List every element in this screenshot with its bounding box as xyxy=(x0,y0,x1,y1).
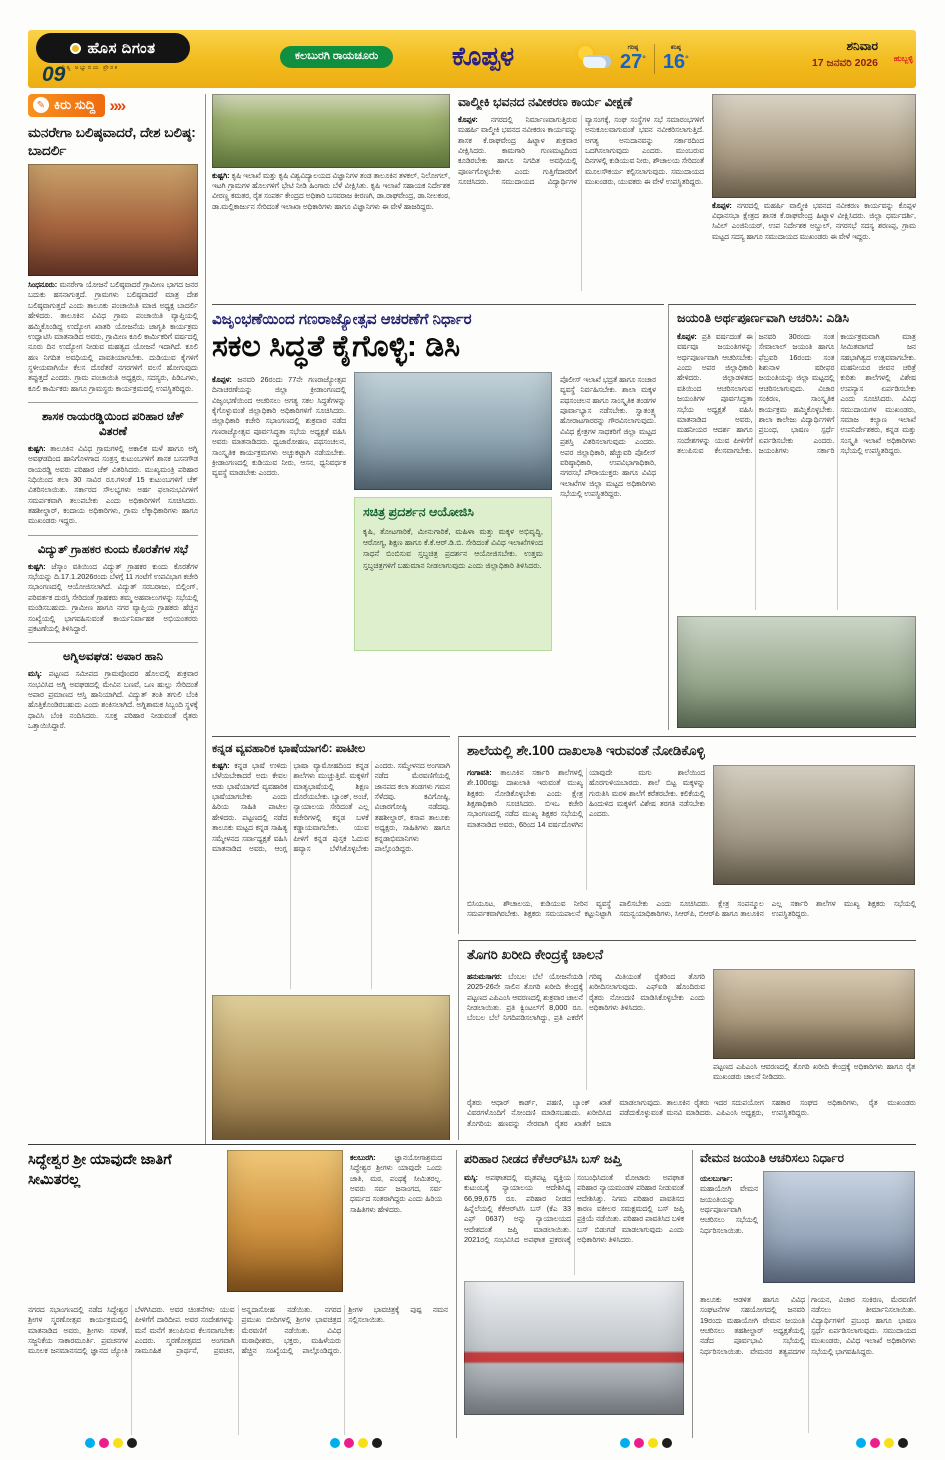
dateline: ಕುಷ್ಟಗಿ: xyxy=(212,761,230,770)
article-valmiki xyxy=(458,94,704,300)
photo-vemana-meeting xyxy=(763,1171,915,1283)
brief-body: ಸಿಂಧನೂರು: ಮನರೇಗಾ ಯೋಜನೆ ಬಲಿಷ್ಠವಾದರೆ ಗ್ರಾಮೀಣ ಭಾಗದ ಜನರ ಬದುಕು ಹಸನಾಗುತ್ತದೆ. ಗ್ರಾಮಗಳು ಬಲಿಷ್ಠವಾದರೆ ಮಾತ್ರ ದೇಶ ಬಲಿಷ್ಠವಾಗುತ್ತದೆ ಎಂದು ತಾಲೂಕು ಪಂಚಾಯಿತಿ ಮಾಜಿ ಅಧ್ಯಕ್ಷ ಬಾದರ್ಲಿ ಹೇಳಿದರು. ತಾಲೂಕಿನ ವಿವಿಧ ಗ್ರಾಮ ಪಂಚಾಯಿತಿ ವ್ಯಾಪ್ತಿಯಲ್ಲಿ ಹಮ್ಮಿಕೊಂಡಿದ್ದ ಉದ್ಯೋಗ ಖಾತರಿ ಯೋಜನೆಯ ಜಾಗೃತಿ ಕಾರ್ಯಕ್ರಮ ಉದ್ಘಾಟಿಸಿ ಮಾತನಾಡಿದ ಅವರು, ಗ್ರಾಮೀಣ ಕೂಲಿ ಕಾರ್ಮಿಕರಿಗೆ ವರ್ಷದಲ್ಲಿ ನೂರು ದಿನ ಉದ್ಯೋಗ ನೀಡುವ ಮಹತ್ವದ ಯೋಜನೆ ಇದಾಗಿದೆ. ಕೂಲಿ ಹಣ ನಿಗದಿತ ಅವಧಿಯಲ್ಲಿ ಪಾವತಿಯಾಗಬೇಕು. ದುಡಿಯುವ ಕೈಗಳಿಗೆ ಸ್ಥಳೀಯವಾಗಿಯೇ ಕೆಲಸ ದೊರೆತರೆ ನಗರಗಳಿಗೆ ವಲಸೆ ಹೋಗುವುದು ತಪ್ಪುತ್ತದೆ ಎಂದರು. ಗ್ರಾಮ ಪಂಚಾಯಿತಿ ಅಧ್ಯಕ್ಷರು, ಸದಸ್ಯರು, ಪಿಡಿಒಗಳು, ಕೂಲಿ ಕಾರ್ಮಿಕರು ಹಾಗೂ ಗ್ರಾಮಸ್ಥರು ಕಾರ್ಯಕ್ರಮದಲ್ಲಿ ಉಪಸ್ಥಿತರಿದ್ದರು. xyxy=(28,280,199,393)
dateline: ಸಿಂಧನೂರು: xyxy=(28,280,58,290)
brief-body: ಕುಷ್ಟಗಿ: ಜೆಸ್ಕಾಂ ವತಿಯಿಂದ ವಿದ್ಯುತ್ ಗ್ರಾಹಕರ ಕುಂದು ಕೊರತೆಗಳ ಸಭೆಯನ್ನು ದಿ.17.1.2026ರಂದು ಬೆಳಗ್ಗೆ 11 ಗಂಟೆಗೆ ಉಪವಿಭಾಗ ಕಚೇರಿ ಸಭಾಂಗಣದಲ್ಲಿ ಆಯೋಜಿಸಲಾಗಿದೆ. ವಿದ್ಯುತ್ ಸರಬರಾಜು, ಬಿಲ್ಲಿಂಗ್, ಪರಿವರ್ತಕ ದುರಸ್ತಿ ಸೇರಿದಂತೆ ಗ್ರಾಹಕರು ತಮ್ಮ ಅಹವಾಲುಗಳನ್ನು ಸಭೆಯಲ್ಲಿ ಮಂಡಿಸಬಹುದು. ಗ್ರಾಮೀಣ ಹಾಗೂ ನಗರ ವ್ಯಾಪ್ತಿಯ ಗ್ರಾಹಕರು ಹೆಚ್ಚಿನ ಸಂಖ್ಯೆಯಲ್ಲಿ ಭಾಗವಹಿಸುವಂತೆ ಕಾರ್ಯನಿರ್ವಾಹಕ ಅಭಿಯಂತರರು ಪ್ರಕಟಣೆಯಲ್ಲಿ ತಿಳಿಸಿದ್ದಾರೆ. xyxy=(28,561,198,633)
article-row xyxy=(28,1150,448,1298)
article-body: ಕೊಪ್ಪಳ: ಪ್ರತಿ ವರ್ಷದಂತೆ ಈ ವರ್ಷವೂ ಜಯಂತಿಗಳನ್ನು ಅರ್ಥಪೂರ್ಣವಾಗಿ ಆಚರಿಸಬೇಕು ಎಂದು ಅಪರ ಜಿಲ್ಲಾಧಿಕಾರಿ ಹೇಳಿದರು. ಜಿಲ್ಲಾಡಳಿತದ ವತಿಯಿಂದ ಆಚರಿಸಲಾಗುವ ಜಯಂತಿಗಳ ಪೂರ್ವಸಿದ್ಧತಾ ಸಭೆಯ ಅಧ್ಯಕ್ಷತೆ ವಹಿಸಿ ಮಾತನಾಡಿದ ಅವರು, ಮಹನೀಯರ ಆದರ್ಶ ಹಾಗೂ ಸಂದೇಶಗಳನ್ನು ಯುವ ಪೀಳಿಗೆಗೆ ತಲುಪಿಸುವ ಕೆಲಸವಾಗಬೇಕು. ಜನವರಿ 30ರಂದು ಸಂತ ಸೇವಾಲಾಲ್ ಜಯಂತಿ ಹಾಗೂ ಫೆಬ್ರವರಿ 16ರಂದು ಸಂತ ಶಿಶುನಾಳ ಷರೀಫರ ಜಯಂತಿಯನ್ನು ಜಿಲ್ಲಾ ಮಟ್ಟದಲ್ಲಿ ಆಚರಿಸಲಾಗುವುದು. ವಿಚಾರ ಸಂಕಿರಣ, ಸಾಂಸ್ಕೃತಿಕ ಕಾರ್ಯಕ್ರಮ ಹಮ್ಮಿಕೊಳ್ಳಬೇಕು. ಶಾಲಾ ಕಾಲೇಜು ವಿದ್ಯಾರ್ಥಿಗಳಿಗೆ ಪ್ರಬಂಧ, ಭಾಷಣ ಸ್ಪರ್ಧೆ ಏರ್ಪಡಿಸಬೇಕು ಎಂದರು. ಜಯಂತಿಗಳು ಸರ್ಕಾರಿ ಕಾರ್ಯಕ್ರಮವಾಗಿ ಮಾತ್ರ ಸೀಮಿತವಾಗದೆ ಜನ ಸಹಭಾಗಿತ್ವದ ಉತ್ಸವವಾಗಬೇಕು. ಮಹನೀಯರ ಜೀವನ ಚರಿತ್ರೆ ಕುರಿತು ಶಾಲೆಗಳಲ್ಲಿ ವಿಶೇಷ ಉಪನ್ಯಾಸ ಏರ್ಪಡಿಸಬೇಕು ಎಂದು ಸೂಚಿಸಿದರು. ವಿವಿಧ ಸಮುದಾಯಗಳ ಮುಖಂಡರು, ಸಮಾಜ ಕಲ್ಯಾಣ ಇಲಾಖೆ ಉಪನಿರ್ದೇಶಕರು, ಕನ್ನಡ ಮತ್ತು ಸಂಸ್ಕೃತಿ ಇಲಾಖೆ ಅಧಿಕಾರಿಗಳು ಸಭೆಯಲ್ಲಿ ಉಪಸ್ಥಿತರಿದ್ದರು. xyxy=(677,332,916,455)
photo-valmiki-inspection xyxy=(712,94,916,198)
print-center: ಹುಬ್ಬಳ್ಳಿ xyxy=(893,54,913,63)
briefs-badge xyxy=(28,94,105,117)
chevron-right-icon: »» xyxy=(109,95,125,115)
article-body-intro: ಯಲಬುರ್ಗಾ: ಮಹಾಯೋಗಿ ವೇಮನ ಜಯಂತಿಯನ್ನು ಅರ್ಥಪೂರ್ಣವಾಗಿ ಆಚರಿಸಲು ಸಭೆಯಲ್ಲಿ ನಿರ್ಧರಿಸಲಾಯಿತು. xyxy=(700,1174,758,1235)
edition-city-title: ಕೊಪ್ಪಳ xyxy=(452,41,515,71)
article-kicker: ವಿಜೃಂಭಣೆಯಿಂದ ಗಣರಾಜ್ಯೋತ್ಸವ ಆಚರಣೆಗೆ ನಿರ್ಧಾರ xyxy=(212,311,472,328)
registration-marks xyxy=(330,1438,382,1448)
sun-cloud-icon xyxy=(576,46,612,72)
photo-teachers-meeting xyxy=(713,765,915,885)
cyan-registration-dot xyxy=(85,1438,95,1448)
lead-headline: ಸಕಲ ಸಿದ್ಧತೆ ಕೈಗೊಳ್ಳಿ: ಡಿಸಿ xyxy=(212,330,461,363)
dateline: ಕುಷ್ಟಗಿ: xyxy=(28,443,46,453)
photo-dc-meeting xyxy=(354,372,552,490)
photo-adc-meeting xyxy=(677,616,916,728)
article-headline: ಪರಿಹಾರ ನೀಡದ ಕೆಕೆಆರ್‌ಟಿಸಿ ಬಸ್ ಜಪ್ತಿ xyxy=(464,1152,622,1166)
dateline: ಕೊಪ್ಪಳ: xyxy=(677,332,697,341)
article-row xyxy=(700,1171,916,1289)
photo-togari-launch xyxy=(713,969,915,1059)
edition-badge: ಕಲಬುರಗಿ ರಾಯಚೂರು xyxy=(280,46,393,68)
dateline: ಗಂಗಾವತಿ: xyxy=(467,768,492,777)
registration-marks xyxy=(620,1438,672,1448)
article-headline: ಶಾಲೆಯಲ್ಲಿ ಶೇ.100 ದಾಖಲಾತಿ ಇರುವಂತೆ ನೋಡಿಕೊಳ್ಳಿ xyxy=(467,743,705,758)
brief-subhead: ವಿದ್ಯುತ್ ಗ್ರಾಹಕರ ಕುಂದು ಕೊರತೆಗಳ ಸಭೆ xyxy=(28,535,198,558)
photo-sahitya-sammelana xyxy=(212,995,450,1140)
highlight-box-title: ಸಚಿತ್ರ ಪ್ರದರ್ಶನ ಆಯೋಜಿಸಿ xyxy=(363,505,474,519)
briefs-badge-row xyxy=(28,94,198,117)
weather-min: ಕನಿಷ್ಠ 16° xyxy=(662,45,689,73)
date-box xyxy=(812,39,878,70)
article-bus-seizure xyxy=(456,1150,684,1438)
briefs-badge-label: ಕಿರು ಸುದ್ದಿ xyxy=(54,97,96,112)
dateline: ಕುಷ್ಟಗಿ: xyxy=(28,561,46,571)
article-adc-jayanti xyxy=(668,304,916,730)
article-body: ಗಂಗಾವತಿ: ತಾಲೂಕಿನ ಸರ್ಕಾರಿ ಶಾಲೆಗಳಲ್ಲಿ ಶೇ.100ರಷ್ಟು ದಾಖಲಾತಿ ಇರುವಂತೆ ಮುಖ್ಯ ಶಿಕ್ಷಕರು ನೋಡಿಕೊಳ್ಳಬೇಕು ಎಂದು ಕ್ಷೇತ್ರ ಶಿಕ್ಷಣಾಧಿಕಾರಿ ಸೂಚಿಸಿದರು. ಬಿಇಒ ಕಚೇರಿ ಸಭಾಂಗಣದಲ್ಲಿ ನಡೆದ ಮುಖ್ಯ ಶಿಕ್ಷಕರ ಸಭೆಯಲ್ಲಿ ಮಾತನಾಡಿದ ಅವರು, 6ರಿಂದ 14 ವರ್ಷದೊಳಗಿನ ಯಾವುದೇ ಮಗು ಶಾಲೆಯಿಂದ ಹೊರಗುಳಿಯಬಾರದು. ಶಾಲೆ ಬಿಟ್ಟ ಮಕ್ಕಳನ್ನು ಗುರುತಿಸಿ ಮರಳಿ ಶಾಲೆಗೆ ಕರೆತರಬೇಕು. ಕಲಿಕೆಯಲ್ಲಿ ಹಿಂದುಳಿದ ಮಕ್ಕಳಿಗೆ ವಿಶೇಷ ತರಗತಿ ನಡೆಸಬೇಕು ಎಂದರು. xyxy=(467,768,705,829)
registration-marks xyxy=(856,1438,908,1448)
dateline: ಮಸ್ಕಿ: xyxy=(28,669,42,679)
newspaper-tagline: ನಿತ್ಯ ಅಭ್ಯುದಯ ಪ್ರೇರಕ xyxy=(62,65,119,71)
field-visit-photo-block xyxy=(212,94,450,300)
weather-max: ಗರಿಷ್ಠ 27° xyxy=(620,45,646,73)
weekday: ಶನಿವಾರ xyxy=(846,39,878,53)
article-school-enrolment xyxy=(458,736,916,934)
article-body-intro: ಕಲಬುರಗಿ: ಜ್ಞಾನಯೋಗಾಶ್ರಮದ ಸಿದ್ಧೇಶ್ವರ ಶ್ರೀಗಳು ಯಾವುದೇ ಒಂದು ಜಾತಿ, ಮಠ, ಪಂಥಕ್ಕೆ ಸೀಮಿತರಲ್ಲ. ಅವರು ಸರ್ವ ಜನಾಂಗದ, ಸರ್ವ ಧರ್ಮದ ಸಂತರಾಗಿದ್ದರು ಎಂದು ಹಿರಿಯ ಸಾಹಿತಿಗಳು ಹೇಳಿದರು. xyxy=(350,1153,442,1214)
masthead xyxy=(28,30,916,88)
dateline: ಕೊಪ್ಪಳ: xyxy=(212,375,232,384)
black-registration-dot xyxy=(372,1438,382,1448)
article-kannada-language xyxy=(212,736,450,1140)
photo-caption: ಕೊಪ್ಪಳ: ನಗರದಲ್ಲಿ ಮಹರ್ಷಿ ವಾಲ್ಮೀಕಿ ಭವನದ ನವೀಕರಣ ಕಾರ್ಯವನ್ನು ಕೊಪ್ಪಳ ವಿಧಾನಸಭಾ ಕ್ಷೇತ್ರದ ಶಾಸಕ ಕೆ.ರಾಘವೇಂದ್ರ ಹಿಟ್ನಾಳ ವೀಕ್ಷಿಸಿದರು. ಜಿಲ್ಲಾ ಧರ್ಮದರ್ಶಿ, ಸಿವಿಲ್ ಎಂಜಿನಿಯರ್, ಉಪ ನಿರ್ದೇಶಕ ಅಬ್ದುಲ್, ನಗರಸಭೆ ಸದಸ್ಯ ಶರಣಪ್ಪ, ಗ್ರಾಮ ಮಟ್ಟದ ಸದಸ್ಯ ಹಾಗೂ ಸಮುದಾಯದ ಮುಖಂಡರು ಈ ವೇಳೆ ಇದ್ದರು. xyxy=(712,201,916,241)
article-headline: ವಾಲ್ಮೀಕಿ ಭವನದ ನವೀಕರಣ ಕಾರ್ಯ ವೀಕ್ಷಣೆ xyxy=(458,95,633,109)
lead-body-right: ಪೊಲೀಸ್ ಇಲಾಖೆ ಭದ್ರತೆ ಹಾಗೂ ಸಂಚಾರ ವ್ಯವಸ್ಥೆ ನಿರ್ವಹಿಸಬೇಕು. ಶಾಲಾ ಮಕ್ಕಳ ಪಥಸಂಚಲನ ಹಾಗೂ ಸಾಂಸ್ಕೃತಿಕ ತಂಡಗಳ ಪೂರ್ವಾಭ್ಯಾಸ ನಡೆಸಬೇಕು. ಸ್ವಾತಂತ್ರ್ಯ ಹೋರಾಟಗಾರರನ್ನು ಗೌರವಿಸಲಾಗುವುದು. ವಿವಿಧ ಕ್ಷೇತ್ರಗಳ ಸಾಧಕರಿಗೆ ಜಿಲ್ಲಾ ಮಟ್ಟದ ಪ್ರಶಸ್ತಿ ವಿತರಿಸಲಾಗುವುದು ಎಂದರು. ಅಪರ ಜಿಲ್ಲಾಧಿಕಾರಿ, ಹೆಚ್ಚುವರಿ ಪೊಲೀಸ್ ವರಿಷ್ಠಾಧಿಕಾರಿ, ಉಪವಿಭಾಗಾಧಿಕಾರಿ, ನಗರಸಭೆ ಪೌರಾಯುಕ್ತರು ಹಾಗೂ ವಿವಿಧ ಇಲಾಖೆಗಳ ಜಿಲ್ಲಾ ಮಟ್ಟದ ಅಧಿಕಾರಿಗಳು ಸಭೆಯಲ್ಲಿ ಉಪಸ್ಥಿತರಿದ್ದರು. xyxy=(560,375,656,498)
article-body: ಕುಷ್ಟಗಿ: ಕನ್ನಡ ಭಾಷೆ ಉಳಿದು ಬೆಳೆಯಬೇಕಾದರೆ ಅದು ಕೇವಲ ಆಡು ಭಾಷೆಯಾಗದೆ ವ್ಯವಹಾರಿಕ ಭಾಷೆಯಾಗಬೇಕು ಎಂದು ಹಿರಿಯ ಸಾಹಿತಿ ಪಾಟೀಲ ಹೇಳಿದರು. ಪಟ್ಟಣದಲ್ಲಿ ನಡೆದ ತಾಲೂಕು ಮಟ್ಟದ ಕನ್ನಡ ಸಾಹಿತ್ಯ ಸಮ್ಮೇಳನದ ಸರ್ವಾಧ್ಯಕ್ಷತೆ ವಹಿಸಿ ಮಾತನಾಡಿದ ಅವರು, ಆಂಗ್ಲ ಭಾಷಾ ವ್ಯಾಮೋಹದಿಂದ ಕನ್ನಡ ಶಾಲೆಗಳು ಮುಚ್ಚುತ್ತಿವೆ. ಮಕ್ಕಳಿಗೆ ಮಾತೃಭಾಷೆಯಲ್ಲಿ ಶಿಕ್ಷಣ ದೊರೆಯಬೇಕು. ಬ್ಯಾಂಕ್, ಅಂಚೆ, ನ್ಯಾಯಾಲಯ ಸೇರಿದಂತೆ ಎಲ್ಲ ಕಚೇರಿಗಳಲ್ಲಿ ಕನ್ನಡ ಬಳಕೆ ಕಡ್ಡಾಯವಾಗಬೇಕು. ಯುವ ಪೀಳಿಗೆ ಕನ್ನಡ ಪುಸ್ತಕ ಓದುವ ಹವ್ಯಾಸ ಬೆಳೆಸಿಕೊಳ್ಳಬೇಕು ಎಂದರು. ಸಮ್ಮೇಳನದ ಅಂಗವಾಗಿ ನಡೆದ ಮೆರವಣಿಗೆಯಲ್ಲಿ ಜಾನಪದ ಕಲಾ ತಂಡಗಳು ಗಮನ ಸೆಳೆದವು. ಕವಿಗೋಷ್ಠಿ, ವಿಚಾರಗೋಷ್ಠಿ ನಡೆದವು. ತಹಶೀಲ್ದಾರ್, ಕಸಾಪ ತಾಲೂಕು ಅಧ್ಯಕ್ಷರು, ಸಾಹಿತಿಗಳು ಹಾಗೂ ಕನ್ನಡಾಭಿಮಾನಿಗಳು ಪಾಲ್ಗೊಂಡಿದ್ದರು. xyxy=(212,761,450,853)
magenta-registration-dot xyxy=(344,1438,354,1448)
article-body: ತಾಲೂಕು ಆಡಳಿತ ಹಾಗೂ ವಿವಿಧ ಸಂಘಟನೆಗಳ ಸಹಯೋಗದಲ್ಲಿ ಜನವರಿ 19ರಂದು ಮಹಾಯೋಗಿ ವೇಮನ ಜಯಂತಿ ಆಚರಿಸಲು ತಹಶೀಲ್ದಾರ್ ಅಧ್ಯಕ್ಷತೆಯಲ್ಲಿ ನಡೆದ ಪೂರ್ವಭಾವಿ ಸಭೆಯಲ್ಲಿ ನಿರ್ಧರಿಸಲಾಯಿತು. ವೇಮನರ ತತ್ವಪದಗಳ ಗಾಯನ, ವಿಚಾರ ಸಂಕಿರಣ, ಮೆರವಣಿಗೆ ನಡೆಸಲು ತೀರ್ಮಾನಿಸಲಾಯಿತು. ವಿದ್ಯಾರ್ಥಿಗಳಿಗೆ ಪ್ರಬಂಧ ಹಾಗೂ ಭಾಷಣ ಸ್ಪರ್ಧೆ ಏರ್ಪಡಿಸಲಾಗುವುದು. ಸಮುದಾಯದ ಮುಖಂಡರು, ವಿವಿಧ ಇಲಾಖೆ ಅಧಿಕಾರಿಗಳು ಸಭೆಯಲ್ಲಿ ಭಾಗವಹಿಸಿದ್ದರು. xyxy=(700,1295,916,1356)
cyan-registration-dot xyxy=(856,1438,866,1448)
article-headline: ಕನ್ನಡ ವ್ಯವಹಾರಿಕ ಭಾಷೆಯಾಗಲಿ: ಪಾಟೀಲ xyxy=(212,743,366,755)
pen-icon: ✎ xyxy=(33,97,49,113)
photo-crop-field-visit xyxy=(212,94,450,168)
article-body: ಹನುಮಸಾಗರ: ಬೆಂಬಲ ಬೆಲೆ ಯೋಜನೆಯಡಿ 2025-26ನೇ ಸಾಲಿನ ತೊಗರಿ ಖರೀದಿ ಕೇಂದ್ರಕ್ಕೆ ಪಟ್ಟಣದ ಎಪಿಎಂಸಿ ಆವರಣದಲ್ಲಿ ಶುಕ್ರವಾರ ಚಾಲನೆ ನೀಡಲಾಯಿತು. ಪ್ರತಿ ಕ್ವಿಂಟಲ್‌ಗೆ 8,000 ರೂ. ಬೆಂಬಲ ಬೆಲೆ ನಿಗದಿಪಡಿಸಲಾಗಿದ್ದು, ಪ್ರತಿ ಎಕರೆಗೆ ಗರಿಷ್ಠ ಮಿತಿಯಂತೆ ರೈತರಿಂದ ತೊಗರಿ ಖರೀದಿಸಲಾಗುವುದು. ಎಫ್‌ಐಡಿ ಹೊಂದಿರುವ ರೈತರು ನೋಂದಣಿ ಮಾಡಿಸಿಕೊಳ್ಳಬೇಕು ಎಂದು ಅಧಿಕಾರಿಗಳು ತಿಳಿಸಿದರು. xyxy=(467,972,705,1023)
briefs-column xyxy=(28,94,206,1144)
weather-widget xyxy=(576,37,689,81)
photo-siddheshwar-portrait xyxy=(227,1150,343,1292)
yellow-registration-dot xyxy=(358,1438,368,1448)
article-siddheshwar xyxy=(28,1150,448,1438)
magenta-registration-dot xyxy=(99,1438,109,1448)
brief-subhead: ಅಗ್ನಿಅವಘಡ: ಅಪಾರ ಹಾನಿ xyxy=(28,642,198,665)
dateline: ಕೊಪ್ಪಳ: xyxy=(458,115,478,124)
content-frame xyxy=(28,92,916,1440)
highlight-box xyxy=(354,497,552,651)
cyan-registration-dot xyxy=(620,1438,630,1448)
magenta-registration-dot xyxy=(634,1438,644,1448)
dateline: ಯಲಬುರ್ಗಾ: xyxy=(700,1174,733,1183)
registration-marks xyxy=(85,1438,137,1448)
brief-body: ಕುಷ್ಟಗಿ: ತಾಲೂಕಿನ ವಿವಿಧ ಗ್ರಾಮಗಳಲ್ಲಿ ಅಕಾಲಿಕ ಮಳೆ ಹಾಗೂ ಅಗ್ನಿ ಅವಘಡದಿಂದ ಹಾನಿಗೊಳಗಾದ ಸಂತ್ರಸ್ತ ಕುಟುಂಬಗಳಿಗೆ ಶಾಸಕ ಬಸನಗೌಡ ರಾಯರಡ್ಡಿ ಅವರು ಪರಿಹಾರ ಚೆಕ್ ವಿತರಿಸಿದರು. ಮುಖ್ಯಮಂತ್ರಿ ಪರಿಹಾರ ನಿಧಿಯಿಂದ ತಲಾ 30 ಸಾವಿರ ರೂ.ಗಳಂತೆ 15 ಕುಟುಂಬಗಳಿಗೆ ಚೆಕ್ ವಿತರಿಸಲಾಯಿತು. ಸರ್ಕಾರದ ಸೌಲಭ್ಯಗಳು ಅರ್ಹ ಫಲಾನುಭವಿಗಳಿಗೆ ಸಮರ್ಪಕವಾಗಿ ತಲುಪಬೇಕು ಎಂದು ಅಧಿಕಾರಿಗಳಿಗೆ ಸೂಚಿಸಿದರು. ತಹಶೀಲ್ದಾರ್, ಕಂದಾಯ ಅಧಿಕಾರಿಗಳು, ಗ್ರಾಮ ಲೆಕ್ಕಾಧಿಕಾರಿಗಳು ಹಾಗೂ ಮುಖಂಡರು ಇದ್ದರು. xyxy=(28,443,198,526)
black-registration-dot xyxy=(662,1438,672,1448)
yellow-registration-dot xyxy=(884,1438,894,1448)
page-number: 09 xyxy=(42,63,66,86)
article-main-lead xyxy=(212,304,664,730)
photo-caption: ಕುಷ್ಟಗಿ: ಕೃಷಿ ಇಲಾಖೆ ಮತ್ತು ಕೃಷಿ ವಿಶ್ವವಿದ್ಯಾಲಯದ ವಿಜ್ಞಾನಿಗಳ ತಂಡ ತಾಲೂಕಿನ ತಳಕಲ್, ನಿಲೋಗಲ್, ಇಟಗಿ ಗ್ರಾಮಗಳ ಹೊಲಗಳಿಗೆ ಭೇಟಿ ನೀಡಿ ಹಿಂಗಾರು ಬೆಳೆ ವೀಕ್ಷಿಸಿತು. ಕೃಷಿ ಇಲಾಖೆ ಸಹಾಯಕ ನಿರ್ದೇಶಕ ವೀರಣ್ಣ ಕಮತರ, ರೈತ ಸಂಪರ್ಕ ಕೇಂದ್ರದ ಅಧಿಕಾರಿ ಬಸವರಾಜ ಕೀರಣಗಿ, ಡಾ.ರಾಘವೇಂದ್ರ, ಡಾ.ನೀಲಕಂಠ, ಡಾ.ಮಲ್ಲಿಕಾರ್ಜುನ ಸೇರಿದಂತೆ ಇಲಾಖಾ ಅಧಿಕಾರಿಗಳು ಹಾಗೂ ವಿಜ್ಞಾನಿಗಳು ಈ ವೇಳೆ ಹಾಜರಿದ್ದರು. xyxy=(212,171,450,211)
article-row xyxy=(467,969,916,1093)
weather-divider xyxy=(654,44,655,74)
highlight-box-body: ಕೃಷಿ, ತೋಟಗಾರಿಕೆ, ಮೀನುಗಾರಿಕೆ, ಮಹಿಳಾ ಮತ್ತು ಮಕ್ಕಳ ಅಭಿವೃದ್ಧಿ, ಆರೋಗ್ಯ, ಶಿಕ್ಷಣ ಹಾಗೂ ಕೆ.ಕೆ.ಆರ್.ಡಿ.ಬಿ. ಸೇರಿದಂತೆ ವಿವಿಧ ಇಲಾಖೆಗಳಿಂದ ಸಾಧನೆ ಬಿಂಬಿಸುವ ಸ್ತಬ್ಧಚಿತ್ರ ಪ್ರದರ್ಶನ ಆಯೋಜಿಸಬೇಕು. ಉತ್ತಮ ಸ್ತಬ್ಧಚಿತ್ರಗಳಿಗೆ ಬಹುಮಾನ ನೀಡಲಾಗುವುದು ಎಂದು ಜಿಲ್ಲಾಧಿಕಾರಿ ತಿಳಿಸಿದರು. xyxy=(363,526,543,570)
lead-middle xyxy=(354,372,552,712)
article-headline: ಜಯಂತಿ ಅರ್ಥಪೂರ್ಣವಾಗಿ ಆಚರಿಸಿ: ಎಡಿಸಿ xyxy=(677,311,849,325)
article-headline: ತೊಗರಿ ಖರೀದಿ ಕೇಂದ್ರಕ್ಕೆ ಚಾಲನೆ xyxy=(467,947,604,962)
newspaper-name: ಹೊಸ ದಿಗಂತ xyxy=(87,39,156,57)
lead-columns xyxy=(212,372,664,712)
dateline: ಹನುಮಸಾಗರ: xyxy=(467,972,503,981)
lead-body-left: ಕೊಪ್ಪಳ: ಜನವರಿ 26ರಂದು 77ನೇ ಗಣರಾಜ್ಯೋತ್ಸವ ದಿನಾಚರಣೆಯನ್ನು ಜಿಲ್ಲಾ ಕ್ರೀಡಾಂಗಣದಲ್ಲಿ ವಿಜೃಂಭಣೆಯಿಂದ ಆಚರಿಸಲು ಅಗತ್ಯ ಸಕಲ ಸಿದ್ಧತೆಗಳನ್ನು ಕೈಗೊಳ್ಳುವಂತೆ ಜಿಲ್ಲಾಧಿಕಾರಿ ಅಧಿಕಾರಿಗಳಿಗೆ ಸೂಚಿಸಿದರು. ಜಿಲ್ಲಾಧಿಕಾರಿ ಕಚೇರಿ ಸಭಾಂಗಣದಲ್ಲಿ ಶುಕ್ರವಾರ ನಡೆದ ಗಣರಾಜ್ಯೋತ್ಸವ ಪೂರ್ವಸಿದ್ಧತಾ ಸಭೆಯ ಅಧ್ಯಕ್ಷತೆ ವಹಿಸಿ ಅವರು ಮಾತನಾಡಿದರು. ಧ್ವಜಾರೋಹಣ, ಪಥಸಂಚಲನ, ಸಾಂಸ್ಕೃತಿಕ ಕಾರ್ಯಕ್ರಮಗಳು ಅಚ್ಚುಕಟ್ಟಾಗಿ ನಡೆಯಬೇಕು. ಕ್ರೀಡಾಂಗಣದಲ್ಲಿ ಕುಡಿಯುವ ನೀರು, ಆಸನ, ಧ್ವನಿವರ್ಧಕ ವ್ಯವಸ್ಥೆ ಮಾಡಬೇಕು ಎಂದರು. xyxy=(212,375,346,478)
togari-photo-block xyxy=(713,969,915,1093)
dateline: ಕುಷ್ಟಗಿ: xyxy=(212,171,230,180)
article-vemana-jayanti xyxy=(692,1150,916,1438)
article-body-continued: ಬಿಸಿಯೂಟ, ಶೌಚಾಲಯ, ಕುಡಿಯುವ ನೀರಿನ ವ್ಯವಸ್ಥೆ ಸಮರ್ಪಕವಾಗಿರಬೇಕು. ಶಿಕ್ಷಕರು ಸಮಯಪಾಲನೆ ಕಟ್ಟುನಿಟ್ಟಾಗಿ ಪಾಲಿಸಬೇಕು ಎಂದು ಸೂಚಿಸಿದರು. ಕ್ಷೇತ್ರ ಸಂಪನ್ಮೂಲ ಸಮನ್ವಯಾಧಿಕಾರಿಗಳು, ಸಿಆರ್‌ಪಿ, ಬಿಆರ್‌ಪಿ ಹಾಗೂ ತಾಲೂಕಿನ ಎಲ್ಲ ಸರ್ಕಾರಿ ಶಾಲೆಗಳ ಮುಖ್ಯ ಶಿಕ್ಷಕರು ಸಭೆಯಲ್ಲಿ ಉಪಸ್ಥಿತರಿದ್ದರು. xyxy=(467,899,916,919)
article-togari-centre xyxy=(458,940,916,1140)
article-body: ಮಸ್ಕಿ: ಅಪಘಾತದಲ್ಲಿ ಮೃತಪಟ್ಟ ವ್ಯಕ್ತಿಯ ಕುಟುಂಬಕ್ಕೆ ನ್ಯಾಯಾಲಯ ಆದೇಶಿಸಿದ್ದ 66,99,675 ರೂ. ಪರಿಹಾರ ನೀಡದ ಹಿನ್ನೆಲೆಯಲ್ಲಿ ಕೆಕೆಆರ್‌ಟಿಸಿ ಬಸ್ (ಕೆಎ 33 ಎಫ್ 0637) ಅನ್ನು ನ್ಯಾಯಾಲಯದ ಆದೇಶದಂತೆ ಜಪ್ತಿ ಮಾಡಲಾಯಿತು. 2021ರಲ್ಲಿ ಸಂಭವಿಸಿದ ಅಪಘಾತ ಪ್ರಕರಣಕ್ಕೆ ಸಂಬಂಧಿಸಿದಂತೆ ಮೋಟಾರು ಅಪಘಾತ ಪರಿಹಾರ ನ್ಯಾಯಮಂಡಳಿ ಪರಿಹಾರ ನೀಡುವಂತೆ ಆದೇಶಿಸಿತ್ತು. ನಿಗಮ ಪರಿಹಾರ ಪಾವತಿಸದ ಕಾರಣ ವಕೀಲರ ಸಮಕ್ಷಮದಲ್ಲಿ ಬಸ್ ಜಪ್ತಿ ಪ್ರಕ್ರಿಯೆ ನಡೆಯಿತು. ಪರಿಹಾರ ಪಾವತಿಸಿದ ಬಳಿಕ ಬಸ್ ಬಿಡುಗಡೆ ಮಾಡಲಾಗುವುದು ಎಂದು ಅಧಿಕಾರಿಗಳು ತಿಳಿಸಿದರು. xyxy=(464,1172,684,1245)
article-headline: ವೇಮನ ಜಯಂತಿ ಆಚರಿಸಲು ನಿರ್ಧಾರ xyxy=(700,1151,844,1165)
article-headline: ಸಿದ್ಧೇಶ್ವರ ಶ್ರೀ ಯಾವುದೇ ಜಾತಿಗೆ ಸೀಮಿತರಲ್ಲ xyxy=(28,1152,172,1189)
dateline: ಕೊಪ್ಪಳ: xyxy=(712,201,732,210)
brief-body: ಮಸ್ಕಿ: ಪಟ್ಟಣದ ಸಮೀಪದ ಗ್ರಾಮವೊಂದರ ಹೊಲದಲ್ಲಿ ಶುಕ್ರವಾರ ಸಂಭವಿಸಿದ ಅಗ್ನಿ ಅವಘಡದಲ್ಲಿ ಮೇವಿನ ಬಣವೆ, ಒಣ ಹುಲ್ಲು ಸೇರಿದಂತೆ ಅಪಾರ ಪ್ರಮಾಣದ ಆಸ್ತಿ ಹಾನಿಯಾಗಿದೆ. ವಿದ್ಯುತ್ ತಂತಿ ತಗುಲಿ ಬೆಂಕಿ ಹೊತ್ತಿಕೊಂಡಿರಬಹುದು ಎಂದು ಶಂಕಿಸಲಾಗಿದೆ. ಅಗ್ನಿಶಾಮಕ ಸಿಬ್ಬಂದಿ ಸ್ಥಳಕ್ಕೆ ಧಾವಿಸಿ ಬೆಂಕಿ ನಂದಿಸಿದರು. ಸೂಕ್ತ ಪರಿಹಾರ ನೀಡುವಂತೆ ರೈತರು ಒತ್ತಾಯಿಸಿದ್ದಾರೆ. xyxy=(28,669,198,730)
yellow-registration-dot xyxy=(113,1438,123,1448)
newspaper-logo xyxy=(36,33,190,63)
article-body: ನಗರದ ಸಭಾಂಗಣದಲ್ಲಿ ನಡೆದ ಸಿದ್ಧೇಶ್ವರ ಶ್ರೀಗಳ ಸ್ಮರಣೋತ್ಸವ ಕಾರ್ಯಕ್ರಮದಲ್ಲಿ ಮಾತನಾಡಿದ ಅವರು, ಶ್ರೀಗಳು ಸರಳತೆ, ಸಜ್ಜನಿಕೆಯ ಸಾಕಾರಮೂರ್ತಿ. ಪ್ರವಚನಗಳ ಮೂಲಕ ಜನಮಾನಸದಲ್ಲಿ ಜ್ಞಾನದ ಜ್ಯೋತಿ ಬೆಳಗಿಸಿದರು. ಅವರ ಚಿಂತನೆಗಳು ಯುವ ಪೀಳಿಗೆಗೆ ದಾರಿದೀಪ. ಅವರ ಸಂದೇಶಗಳನ್ನು ಮನೆ ಮನೆಗೆ ತಲುಪಿಸುವ ಕೆಲಸವಾಗಬೇಕು ಎಂದರು. ಸ್ಮರಣೋತ್ಸವದ ಅಂಗವಾಗಿ ಸಾಮೂಹಿಕ ಪ್ರಾರ್ಥನೆ, ಪ್ರವಚನ, ಅನ್ನದಾಸೋಹ ನಡೆಯಿತು. ನಗರದ ಪ್ರಮುಖ ಬೀದಿಗಳಲ್ಲಿ ಶ್ರೀಗಳ ಭಾವಚಿತ್ರದ ಮೆರವಣಿಗೆ ನಡೆಯಿತು. ವಿವಿಧ ಮಠಾಧೀಶರು, ಭಕ್ತರು, ಮಹಿಳೆಯರು ಹೆಚ್ಚಿನ ಸಂಖ್ಯೆಯಲ್ಲಿ ಪಾಲ್ಗೊಂಡಿದ್ದರು. ಶ್ರೀಗಳ ಭಾವಚಿತ್ರಕ್ಕೆ ಪುಷ್ಪ ನಮನ ಸಲ್ಲಿಸಲಾಯಿತು. xyxy=(28,1305,448,1356)
black-registration-dot xyxy=(127,1438,137,1448)
article-body-continued: ರೈತರು ಆಧಾರ್ ಕಾರ್ಡ್, ಪಹಣಿ, ಬ್ಯಾಂಕ್ ಖಾತೆ ವಿವರಗಳೊಂದಿಗೆ ನೋಂದಣಿ ಮಾಡಿಸಬಹುದು. ಖರೀದಿಸಿದ ತೊಗರಿಯ ಹಣವನ್ನು ನೇರವಾಗಿ ರೈತರ ಖಾತೆಗೆ ಜಮಾ ಮಾಡಲಾಗುವುದು. ತಾಲೂಕಿನ ರೈತರು ಇದರ ಸದುಪಯೋಗ ಪಡೆದುಕೊಳ್ಳುವಂತೆ ಮನವಿ ಮಾಡಿದರು. ಎಪಿಎಂಸಿ ಅಧ್ಯಕ್ಷರು, ಸಹಕಾರ ಸಂಘದ ಅಧಿಕಾರಿಗಳು, ರೈತ ಮುಖಂಡರು ಉಪಸ್ಥಿತರಿದ್ದರು. xyxy=(467,1098,916,1128)
article-row xyxy=(467,765,916,893)
dateline: ಮಸ್ಕಿ: xyxy=(464,1172,478,1182)
photo-caption: ಪಟ್ಟಣದ ಎಪಿಎಂಸಿ ಆವರಣದಲ್ಲಿ ತೊಗರಿ ಖರೀದಿ ಕೇಂದ್ರಕ್ಕೆ ಅಧಿಕಾರಿಗಳು ಹಾಗೂ ರೈತ ಮುಖಂಡರು ಚಾಲನೆ ನೀಡಿದರು. xyxy=(713,1062,915,1082)
dateline: ಕಲಬುರಗಿ: xyxy=(350,1153,376,1162)
magenta-registration-dot xyxy=(870,1438,880,1448)
photo-seized-bus xyxy=(464,1281,684,1415)
article-body: ಕೊಪ್ಪಳ: ನಗರದಲ್ಲಿ ನಿರ್ಮಾಣವಾಗುತ್ತಿರುವ ಮಹರ್ಷಿ ವಾಲ್ಮೀಕಿ ಭವನದ ನವೀಕರಣ ಕಾರ್ಯವನ್ನು ಶಾಸಕ ಕೆ.ರಾಘವೇಂದ್ರ ಹಿಟ್ನಾಳ ಶುಕ್ರವಾರ ವೀಕ್ಷಿಸಿದರು. ಕಾಮಗಾರಿ ಗುಣಮಟ್ಟದಿಂದ ಕೂಡಿರಬೇಕು ಹಾಗೂ ನಿಗದಿತ ಅವಧಿಯಲ್ಲಿ ಪೂರ್ಣಗೊಳ್ಳಬೇಕು ಎಂದು ಗುತ್ತಿಗೆದಾರರಿಗೆ ಸೂಚಿಸಿದರು. ಸಮುದಾಯದ ವಿದ್ಯಾರ್ಥಿಗಳ ವ್ಯಾಸಂಗಕ್ಕೆ, ಸಂಘ ಸಂಸ್ಥೆಗಳ ಸಭೆ ಸಮಾರಂಭಗಳಿಗೆ ಅನುಕೂಲವಾಗುವಂತೆ ಭವನ ನವೀಕರಿಸಲಾಗುತ್ತಿದೆ. ಅಗತ್ಯ ಅನುದಾನವನ್ನು ಸರ್ಕಾರದಿಂದ ಒದಗಿಸಲಾಗುವುದು ಎಂದರು. ಮುಂಬರುವ ದಿನಗಳಲ್ಲಿ ಕುಡಿಯುವ ನೀರು, ಶೌಚಾಲಯ ಸೇರಿದಂತೆ ಮೂಲಸೌಕರ್ಯ ಕಲ್ಪಿಸಲಾಗುವುದು. ಸಮುದಾಯದ ಮುಖಂಡರು, ಯುವಕರು ಈ ವೇಳೆ ಉಪಸ್ಥಿತರಿದ್ದರು. xyxy=(458,115,704,187)
black-registration-dot xyxy=(898,1438,908,1448)
logo-emblem-icon xyxy=(70,43,81,54)
photo-speaker-stage xyxy=(28,164,198,276)
brief-headline: ಮನರೇಗಾ ಬಲಿಷ್ಠವಾದರೆ, ದೇಶ ಬಲಿಷ್ಠ: ಬಾದರ್ಲಿ xyxy=(28,125,196,158)
publication-date: 17 ಜನವರಿ 2026 xyxy=(811,57,878,69)
brief-subhead: ಶಾಸಕ ರಾಯರಡ್ಡಿಯಿಂದ ಪರಿಹಾರ ಚೆಕ್ ವಿತರಣೆ xyxy=(28,402,198,440)
section-divider xyxy=(28,1144,916,1145)
cyan-registration-dot xyxy=(330,1438,340,1448)
yellow-registration-dot xyxy=(648,1438,658,1448)
valmiki-photo-block xyxy=(712,94,916,300)
